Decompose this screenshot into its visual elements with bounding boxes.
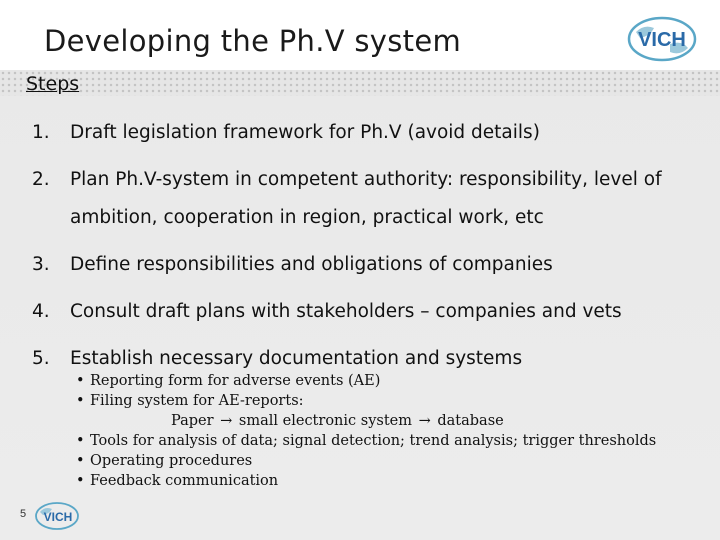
step-number: 4.	[32, 301, 50, 322]
logo-text: VICH	[638, 29, 686, 51]
step-text: Draft legislation framework for Ph.V (avoid details)	[70, 122, 540, 143]
sub-bullet-continuation	[76, 411, 706, 431]
list-item-step-2	[32, 161, 712, 237]
sub-bullet-text: Reporting form for adverse events (AE)	[90, 373, 381, 389]
step-number: 3.	[32, 254, 50, 275]
arrow-right-icon: →	[220, 413, 233, 429]
step-text: Consult draft plans with stakeholders – companies and vets	[70, 301, 622, 322]
step-text: Plan Ph.V-system in competent authority: responsibility, level of	[70, 169, 662, 190]
list-item	[76, 431, 706, 451]
step-number: 1.	[32, 122, 50, 143]
dotted-divider	[0, 70, 720, 96]
sub-bullet-list	[76, 371, 706, 491]
logo-text: VICH	[43, 510, 73, 524]
list-item	[76, 371, 706, 391]
flow-step-database: database	[437, 413, 504, 429]
bullet-icon: •	[76, 473, 85, 489]
list-item-step-3	[32, 246, 712, 284]
steps-list	[32, 114, 712, 378]
sub-bullet-text: Feedback communication	[90, 473, 279, 489]
step-number: 2.	[32, 169, 50, 190]
step-text-continued: ambition, cooperation in region, practical work, etc	[70, 207, 544, 228]
list-item	[76, 391, 706, 411]
arrow-right-icon: →	[418, 413, 431, 429]
bullet-icon: •	[76, 373, 85, 389]
step-number: 5.	[32, 348, 50, 369]
vich-logo-small-icon	[34, 500, 80, 532]
step-text: Define responsibilities and obligations of companies	[70, 254, 553, 275]
bullet-icon: •	[76, 433, 85, 449]
section-heading: Steps	[26, 73, 80, 95]
sub-bullet-text: Filing system for AE-reports:	[90, 393, 304, 409]
list-item	[76, 471, 706, 491]
flow-step-paper: Paper	[171, 413, 214, 429]
sub-bullet-text: Tools for analysis of data; signal detection; trend analysis; trigger thresholds	[90, 433, 657, 449]
sub-bullet-text: Operating procedures	[90, 453, 253, 469]
bullet-icon: •	[76, 393, 85, 409]
flow-step-electronic: small electronic system	[238, 413, 412, 429]
bullet-icon: •	[76, 453, 85, 469]
list-item-step-4	[32, 293, 712, 331]
step-text: Establish necessary documentation and systems	[70, 348, 523, 369]
page-number: 5	[20, 508, 27, 520]
list-item	[76, 451, 706, 471]
slide-title: Developing the Ph.V system	[44, 24, 462, 58]
list-item-step-1	[32, 114, 712, 152]
vich-logo-icon	[626, 14, 698, 64]
